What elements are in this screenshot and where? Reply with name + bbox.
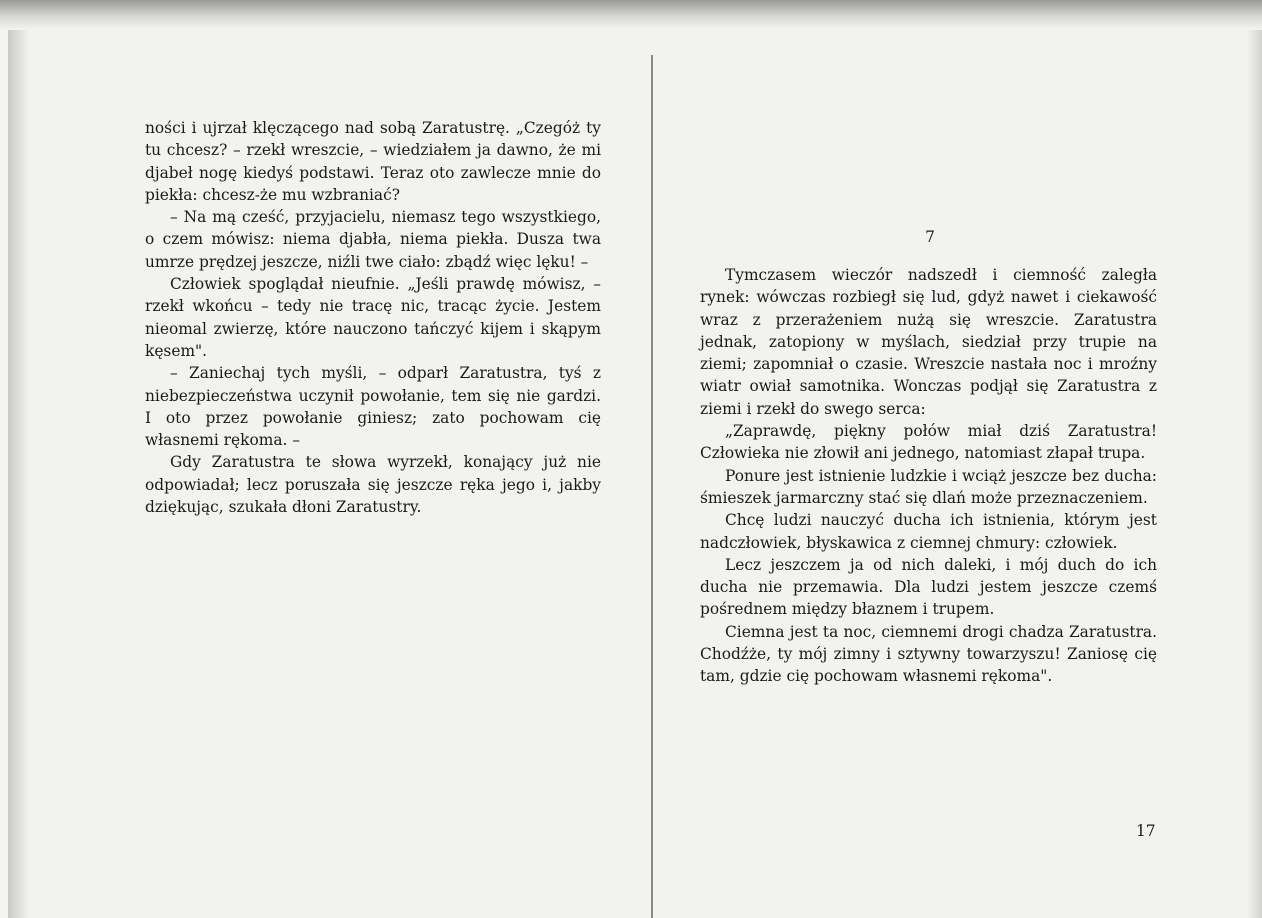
right-paragraph: Chcę ludzi nauczyć ducha ich istnienia, którym jest nadczłowiek, błyskawica z ciemnej chmury: człowiek. [700,511,1157,552]
right-paragraph: „Zaprawdę, piękny połów miał dziś Zaratustra! Człowieka nie złowił ani jednego, natomiast złapał trupa. [700,422,1157,463]
right-paragraph: Lecz jeszczem ja od nich daleki, i mój duch do ich ducha nie przemawia. Dla ludzi jestem jeszcze czemś pośrednem między błaznem i trupem. [700,555,1157,619]
page-number: 17 [1136,822,1156,840]
right-paragraph: Tymczasem wieczór nadszedł i ciemność zaległa rynek: wówczas rozbiegł się lud, gdyż nawet i ciekawość wraz z przerażeniem nużą się wreszcie. Zaratustra jednak, zatopiony w myślach, siedział przy trupie na ziemi; zapomniał o czasie. Wreszcie nastała noc i mroźny wiatr owiał samotnika. Wonczas podjął się Zaratustra z ziemi i rzekł do swego serca: [700,266,1157,418]
left-paragraph: ności i ujrzał klęczącego nad sobą Zaratustrę. „Czegóż ty tu chcesz? – rzekł wreszcie, – wiedziałem ja dawno, że mi djabeł nogę kiedyś podstawi. Teraz oto zawlecze mnie do piekła: chcesz-że mu wzbraniać? [145,119,601,204]
left-paragraph: – Na mą cześć, przyjacielu, niemasz tego wszystkiego, o czem mówisz: niema djabła, niema piekła. Dusza twa umrze prędzej jeszcze, niźli twe ciało: zbądź więc lęku! – [145,208,601,271]
right-paragraph: Ciemna jest ta noc, ciemnemi drogi chadza Zaratustra. Chodźże, ty mój zimny i sztywny towarzyszu! Zaniosę cię tam, gdzie cię pochowam własnemi rękoma". [700,622,1157,686]
chapter-number: 7 [925,228,935,246]
book-gutter [651,55,653,918]
left-paragraph: – Zaniechaj tych myśli, – odparł Zaratustra, tyś z niebezpieczeństwa uczynił powołanie, tem się nie gardzi. I oto przez powołanie giniesz; zato pochowam cię własnemi rękoma. – [145,364,601,450]
left-page-text [145,117,601,518]
right-page-text [700,264,1157,688]
left-paragraph: Człowiek spoglądał nieufnie. „Jeśli prawdę mówisz, – rzekł wkońcu – tedy nie tracę nic, tracąc życie. Jestem nieomal zwierzę, które nauczono tańczyć kijem i skąpym kęsem". [145,275,601,360]
scan-top-shadow [0,0,1262,30]
right-paragraph: Ponure jest istnienie ludzkie i wciąż jeszcze bez ducha: śmieszek jarmarczny stać się dlań może przeznaczeniem. [700,466,1157,507]
left-page-edge [8,30,28,918]
right-page-edge [1248,30,1262,918]
left-paragraph: Gdy Zaratustra te słowa wyrzekł, konający już nie odpowiadał; lecz poruszała się jeszcze ręka jego i, jakby dziękując, szukała dłoni Zaratustry. [145,453,601,517]
